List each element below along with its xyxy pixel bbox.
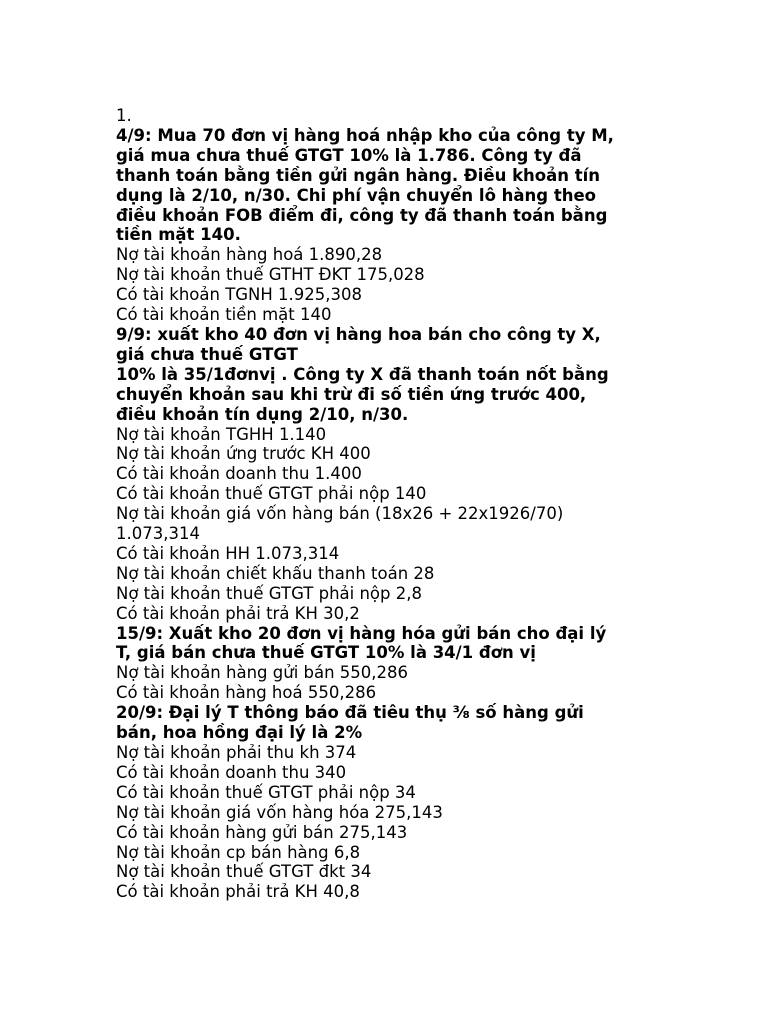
document-text-line: Nợ tài khoản chiết khấu thanh toán 28 xyxy=(116,563,435,583)
document-text-line: Có tài khoản thuế GTGT phải nộp 34 xyxy=(116,782,416,802)
document-text-line: Có tài khoản hàng gửi bán 275,143 xyxy=(116,822,408,842)
document-heading-line: giá chưa thuế GTGT xyxy=(116,344,298,364)
document-text-line: Nợ tài khoản thuế GTHT ĐKT 175,028 xyxy=(116,265,425,285)
document-heading-line: 20/9: Đại lý T thông báo đã tiêu thụ ⅜ số hàng gửi xyxy=(116,703,584,723)
document-heading-line: 4/9: Mua 70 đơn vị hàng hoá nhập kho của công ty M, xyxy=(116,125,614,145)
document-text-line: Nợ tài khoản cp bán hàng 6,8 xyxy=(116,842,361,862)
document-heading-line: thanh toán bằng tiền gửi ngân hàng. Điều khoản tín xyxy=(116,165,601,185)
document-heading-line: 10% là 35/1đơnvị . Công ty X đã thanh toán nốt bằng xyxy=(116,364,609,384)
document-text-line: Có tài khoản doanh thu 340 xyxy=(116,762,347,782)
document-text-line: Có tài khoản hàng hoá 550,286 xyxy=(116,683,377,703)
document-text-line: Nợ tài khoản phải thu kh 374 xyxy=(116,743,357,762)
document-text-line: Nợ tài khoản thuế GTGT đkt 34 xyxy=(116,862,372,882)
document-heading-line: 9/9: xuất kho 40 đơn vị hàng hoa bán cho công ty X, xyxy=(116,324,601,344)
document-heading-line: bán, hoa hồng đại lý là 2% xyxy=(116,723,363,743)
document-text-line: Có tài khoản tiền mặt 140 xyxy=(116,305,332,325)
document-text-line: 1.073,314 xyxy=(116,524,200,544)
document-text-line: Có tài khoản phải trả KH 30,2 xyxy=(116,603,360,623)
document-text-line: Có tài khoản HH 1.073,314 xyxy=(116,543,340,563)
document-heading-line: chuyển khoản sau khi trừ đi số tiền ứng trước 400, xyxy=(116,384,587,404)
document-text-line: 1. xyxy=(116,106,132,125)
document-heading-line: điều khoản tín dụng 2/10, n/30. xyxy=(116,404,409,424)
document-text-line: Có tài khoản TGNH 1.925,308 xyxy=(116,285,363,305)
document-heading-line: tiền mặt 140. xyxy=(116,225,241,245)
document-text-line: Có tài khoản doanh thu 1.400 xyxy=(116,464,362,484)
document-text-line: Có tài khoản phải trả KH 40,8 xyxy=(116,882,360,902)
document-heading-line: dụng là 2/10, n/30. Chi phí vận chuyển lô hàng theo xyxy=(116,185,597,205)
document-text-line: Nợ tài khoản TGHH 1.140 xyxy=(116,424,327,444)
document-text-line: Có tài khoản thuế GTGT phải nộp 140 xyxy=(116,484,427,504)
document-text-line: Nợ tài khoản hàng gửi bán 550,286 xyxy=(116,663,409,683)
document-page xyxy=(116,106,736,902)
document-heading-line: điều khoản FOB điểm đi, công ty đã thanh toán bằng xyxy=(116,205,608,225)
document-text-line: Nợ tài khoản giá vốn hàng bán (18x26 + 22x1926/70) xyxy=(116,504,564,524)
document-text-line: Nợ tài khoản ứng trước KH 400 xyxy=(116,444,371,464)
document-heading-line: giá mua chưa thuế GTGT 10% là 1.786. Công ty đã xyxy=(116,145,582,165)
document-text-line: Nợ tài khoản hàng hoá 1.890,28 xyxy=(116,245,383,265)
document-text-line: Nợ tài khoản giá vốn hàng hóa 275,143 xyxy=(116,802,443,822)
document-text-line: Nợ tài khoản thuế GTGT phải nộp 2,8 xyxy=(116,583,422,603)
document-heading-line: 15/9: Xuất kho 20 đơn vị hàng hóa gửi bán cho đại lý xyxy=(116,623,607,643)
document-heading-line: T, giá bán chưa thuế GTGT 10% là 34/1 đơn vị xyxy=(116,643,536,663)
